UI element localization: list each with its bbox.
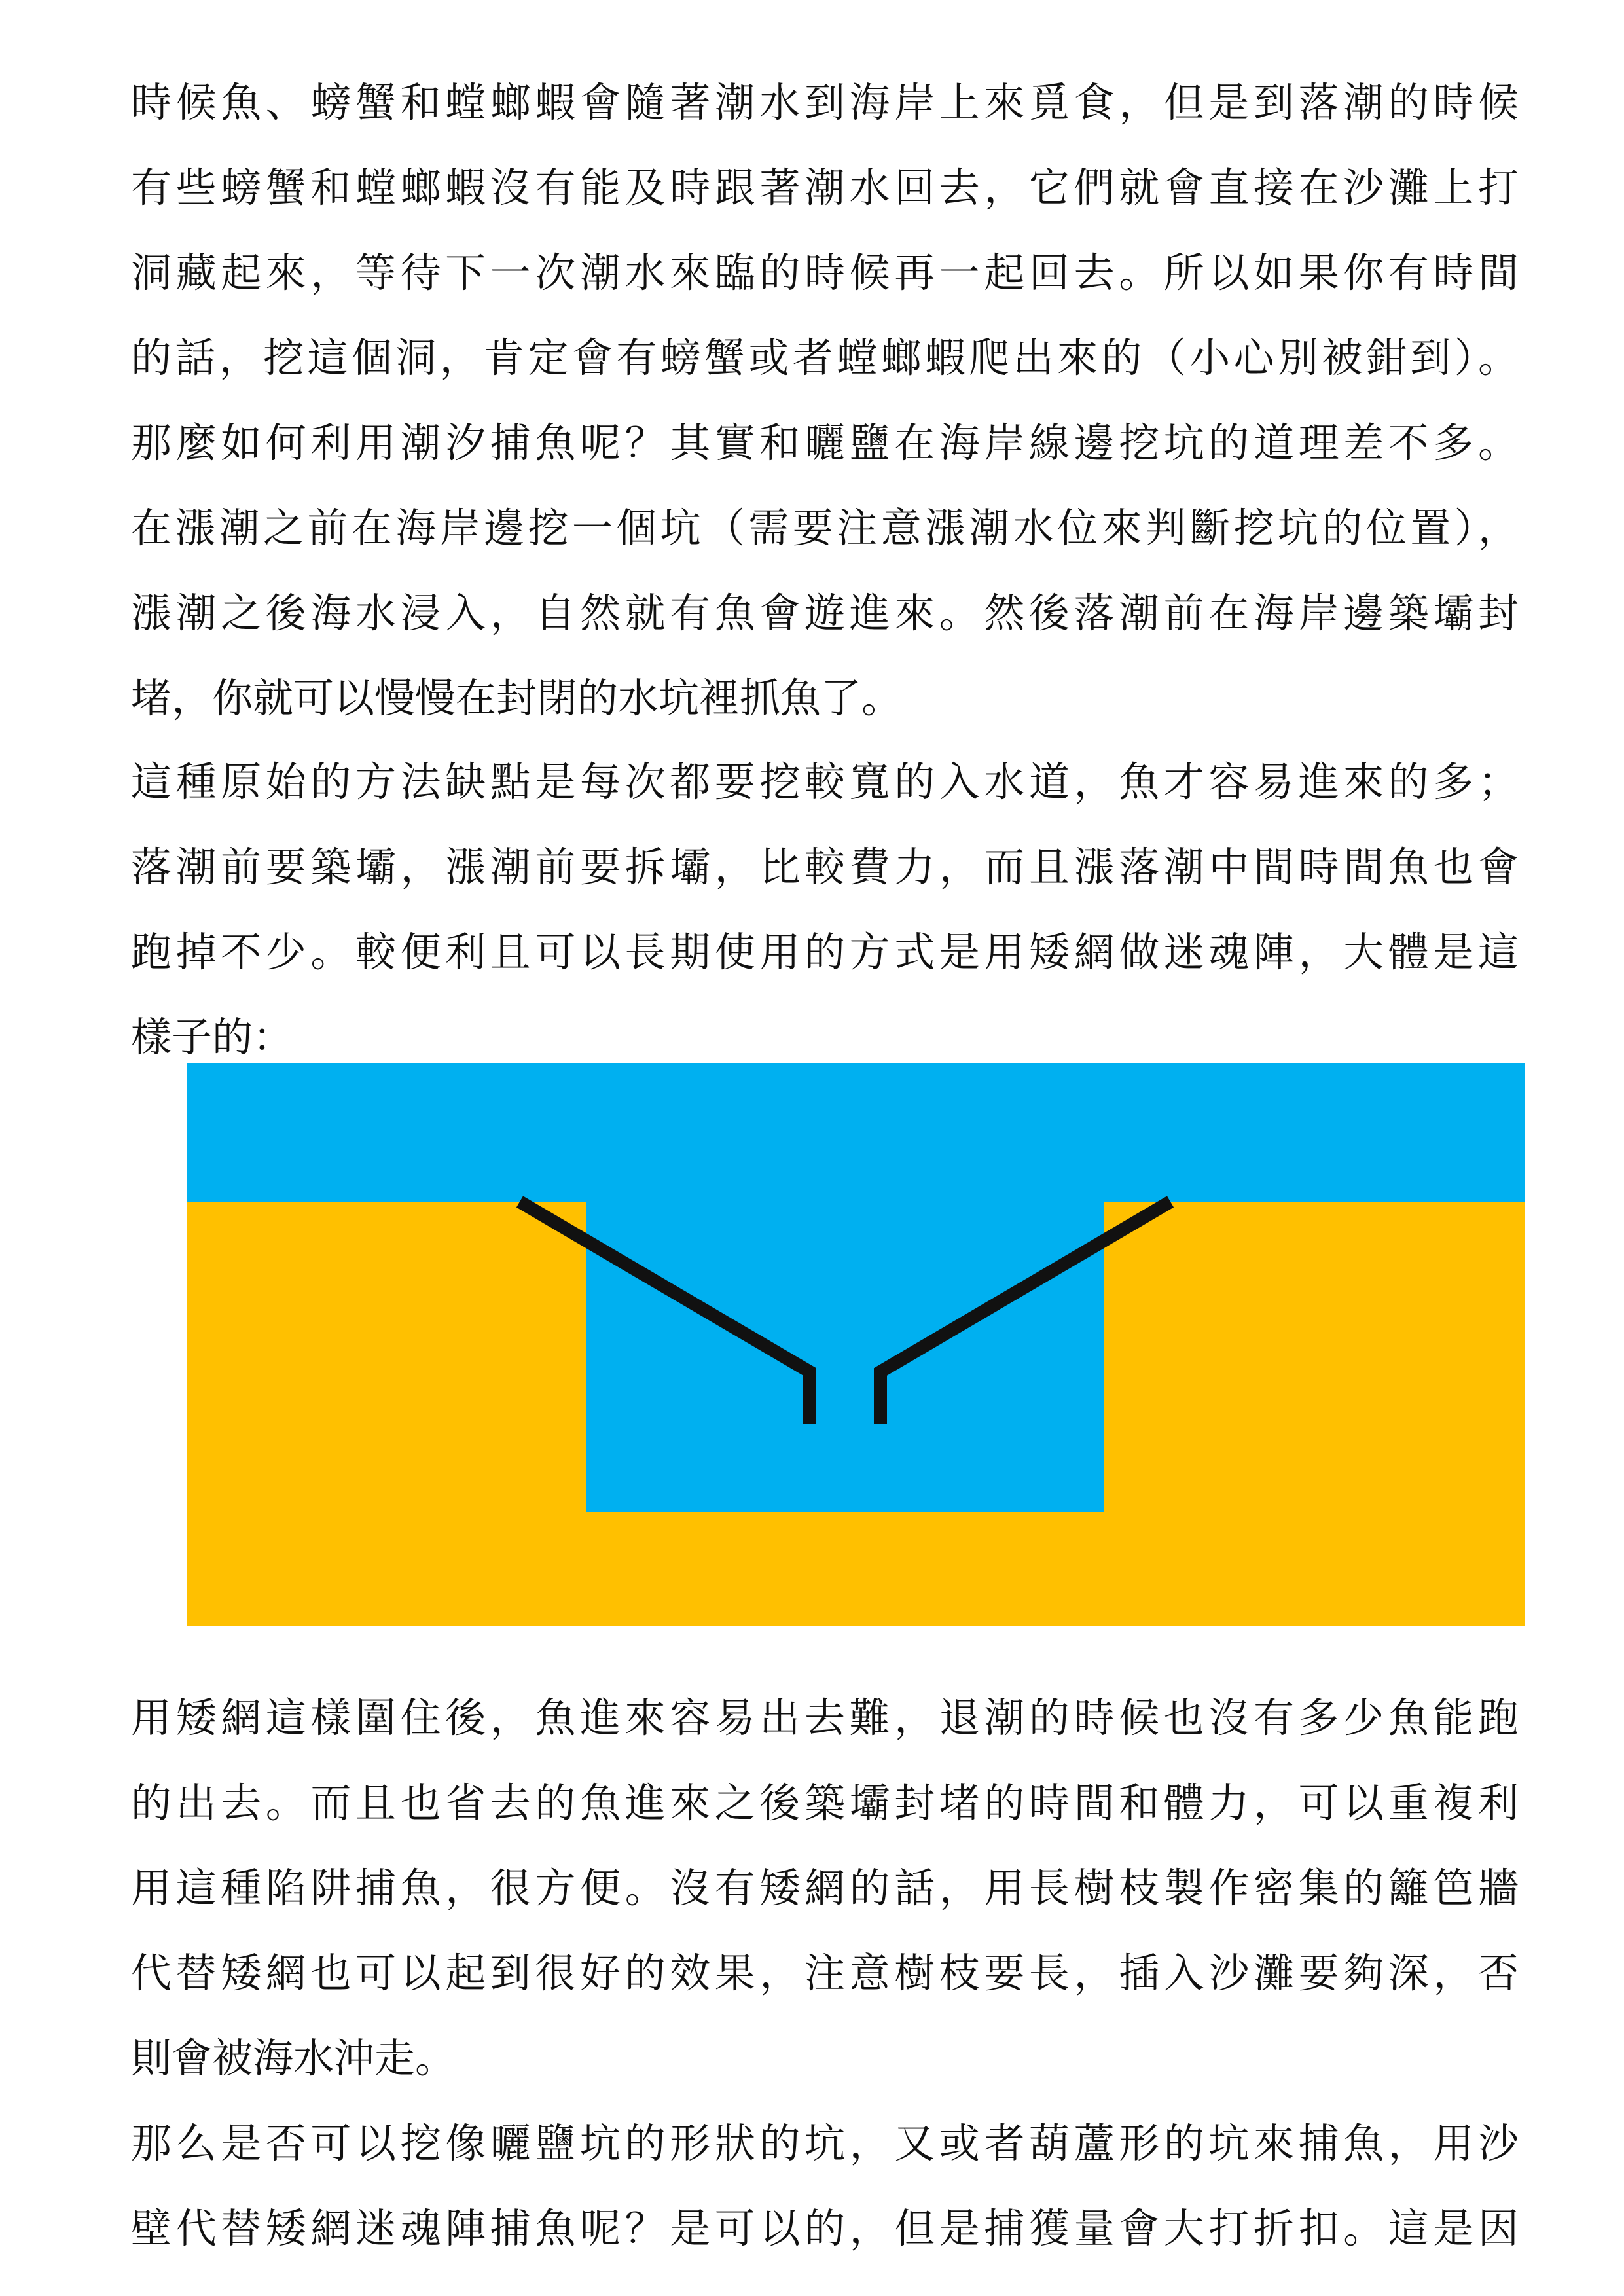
dug-pit bbox=[586, 1199, 1104, 1512]
fish-trap-diagram bbox=[187, 1063, 1525, 1626]
sea-area bbox=[187, 1063, 1525, 1202]
paragraph-2 bbox=[131, 740, 1519, 1080]
paragraph-3 bbox=[131, 1676, 1519, 2101]
text-line: 用這種陷阱捕魚，很方便。沒有矮網的話，用長樹枝製作密集的籬笆牆 bbox=[131, 1864, 1519, 1912]
paragraph-4 bbox=[131, 2101, 1519, 2271]
text-line: 堵，你就可以慢慢在封閉的水坑裡抓魚了。 bbox=[131, 674, 903, 722]
text-line: 樣子的： bbox=[131, 1013, 294, 1061]
text-line: 代替矮網也可以起到很好的效果，注意樹枝要長，插入沙灘要夠深，否 bbox=[131, 1949, 1519, 1997]
text-line: 洞藏起來，等待下一次潮水來臨的時候再一起回去。所以如果你有時間 bbox=[131, 249, 1519, 296]
text-line: 壁代替矮網迷魂陣捕魚呢？是可以的，但是捕獲量會大打折扣。這是因 bbox=[131, 2204, 1519, 2252]
text-line: 的出去。而且也省去的魚進來之後築壩封堵的時間和體力，可以重複利 bbox=[131, 1779, 1519, 1827]
text-line: 在漲潮之前在海岸邊挖一個坑（需要注意漲潮水位來判斷挖坑的位置）， bbox=[131, 504, 1519, 552]
text-line: 則會被海水沖走。 bbox=[131, 2034, 456, 2082]
text-line: 那么是否可以挖像曬鹽坑的形狀的坑，又或者葫蘆形的坑來捕魚，用沙 bbox=[131, 2119, 1519, 2167]
text-line: 那麼如何利用潮汐捕魚呢？其實和曬鹽在海岸線邊挖坑的道理差不多。 bbox=[131, 419, 1519, 467]
text-line: 跑掉不少。較便利且可以長期使用的方式是用矮網做迷魂陣，大體是這 bbox=[131, 928, 1519, 976]
text-line: 用矮網這樣圍住後，魚進來容易出去難，退潮的時候也沒有多少魚能跑 bbox=[131, 1694, 1519, 1742]
paragraph-1 bbox=[131, 60, 1519, 741]
text-line: 這種原始的方法缺點是每次都要挖較寬的入水道，魚才容易進來的多； bbox=[131, 758, 1519, 806]
text-line: 有些螃蟹和螳螂蝦沒有能及時跟著潮水回去，它們就會直接在沙灘上打 bbox=[131, 164, 1519, 211]
text-line: 落潮前要築壩，漲潮前要拆壩，比較費力，而且漲落潮中間時間魚也會 bbox=[131, 843, 1519, 891]
text-line: 漲潮之後海水浸入，自然就有魚會遊進來。然後落潮前在海岸邊築壩封 bbox=[131, 589, 1519, 637]
text-line: 時候魚、螃蟹和螳螂蝦會隨著潮水到海岸上來覓食，但是到落潮的時候 bbox=[131, 79, 1519, 126]
text-line: 的話，挖這個洞，肯定會有螃蟹或者螳螂蝦爬出來的（小心別被鉗到）。 bbox=[131, 334, 1519, 382]
